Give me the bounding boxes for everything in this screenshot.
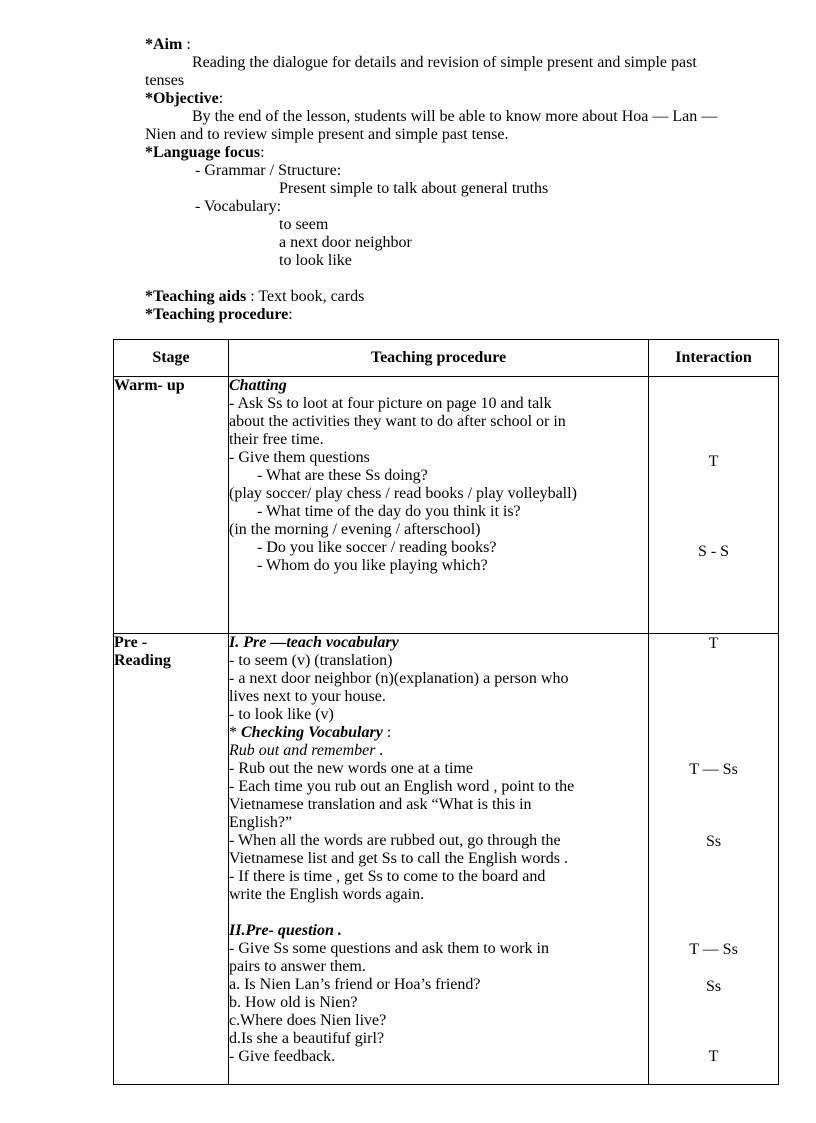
question-line: pairs to answer them. [229, 958, 366, 975]
aim-label: *Aim [145, 36, 183, 53]
rub-line: English?” [229, 814, 293, 831]
objective-colon: : [218, 90, 224, 107]
warmup-line: their free time. [229, 431, 324, 448]
question-line: c.Where does Nien live? [229, 1012, 387, 1029]
header-interaction: Interaction [649, 340, 779, 377]
procedure-label: *Teaching procedure [145, 306, 289, 323]
preteach-title: I. Pre —teach vocabulary [229, 634, 399, 651]
objective-line [145, 90, 223, 108]
grammar-item: Present simple to talk about general truths [279, 180, 549, 197]
question-line: a. Is Nien Lan’s friend or Hoa’s friend? [229, 976, 481, 993]
procedure-warmup [229, 377, 649, 634]
warmup-line: - Whom do you like playing which? [257, 557, 488, 574]
vocab-item: to seem [279, 216, 329, 233]
aids-label: *Teaching aids [145, 288, 247, 305]
rub-line: Vietnamese list and get Ss to call the English words . [229, 850, 568, 867]
interaction-prereading [649, 634, 779, 1085]
interaction-label: Ss [705, 833, 722, 850]
warmup-line: - What are these Ss doing? [257, 467, 428, 484]
interaction-warmup [649, 377, 779, 634]
rub-line: - If there is time , get Ss to come to the board and [229, 868, 546, 885]
warmup-line: (play soccer/ play chess / read books / play volleyball) [229, 485, 577, 502]
stage-prereading-2: Reading [114, 652, 171, 669]
vocab-line: lives next to your house. [229, 688, 386, 705]
procedure-table [113, 339, 779, 1085]
vocab-item: a next door neighbor [279, 234, 412, 251]
prequestion-title: II.Pre- question . [229, 922, 342, 939]
vocab-line: - to seem (v) (translation) [229, 652, 393, 669]
question-line: b. How old is Nien? [229, 994, 358, 1011]
table-row-prereading [114, 634, 779, 1085]
warmup-line: about the activities they want to do after school or in [229, 413, 566, 430]
rub-line: Vietnamese translation and ask “What is this in [229, 796, 532, 813]
aim-line [145, 36, 191, 54]
objective-text-2: Nien and to review simple present and simple past tense. [145, 126, 509, 143]
header-stage: Stage [114, 340, 229, 377]
checking-colon: : [382, 724, 392, 741]
vocab-item: to look like [279, 252, 352, 269]
spacer [229, 904, 648, 922]
interaction-label: Ss [705, 978, 722, 995]
question-line: - Give feedback. [229, 1048, 336, 1065]
aids-text: : Text book, cards [246, 288, 365, 305]
interaction-label: S - S [697, 543, 730, 560]
vocab-line: - to look like (v) [229, 706, 334, 723]
warmup-line: - What time of the day do you think it is? [257, 503, 521, 520]
rub-line: write the English words again. [229, 886, 425, 903]
checking-vocab-title: Checking Vocabulary [241, 724, 383, 741]
header-procedure: Teaching procedure [229, 340, 649, 377]
procedure-prereading [229, 634, 649, 1085]
interaction-label: T [708, 635, 719, 652]
checking-vocab-line [229, 724, 648, 742]
checking-star: * [229, 724, 241, 741]
interaction-label: T [708, 453, 719, 470]
warmup-line: (in the morning / evening / afterschool) [229, 521, 481, 538]
rub-line: - Each time you rub out an English word , point to the [229, 778, 575, 795]
warmup-title: Chatting [229, 377, 287, 394]
interaction-label: T — Ss [689, 941, 738, 958]
aids-line [145, 288, 364, 306]
rub-line: - Rub out the new words one at a time [229, 760, 473, 777]
interaction-label: T — Ss [689, 761, 738, 778]
aim-text-1: Reading the dialogue for details and revision of simple present and simple past [192, 54, 697, 71]
procedure-colon: : [288, 306, 293, 323]
language-label: *Language focus [145, 144, 261, 161]
question-line: d.Is she a beautifuf girl? [229, 1030, 385, 1047]
language-line [145, 144, 265, 162]
warmup-line: - Ask Ss to loot at four picture on page 10 and talk [229, 395, 552, 412]
rub-title: Rub out and remember . [229, 742, 384, 759]
table-row-warmup [114, 377, 779, 634]
procedure-line [145, 306, 293, 324]
warmup-line: - Do you like soccer / reading books? [257, 539, 497, 556]
interaction-label: T [708, 1048, 719, 1065]
objective-text-1: By the end of the lesson, students will be able to know more about Hoa — Lan — [192, 108, 718, 125]
stage-prereading-1: Pre - [114, 634, 148, 651]
rub-line: - When all the words are rubbed out, go through the [229, 832, 561, 849]
grammar-label: - Grammar / Structure: [195, 162, 342, 179]
table-header-row [114, 340, 779, 377]
warmup-line: - Give them questions [229, 449, 370, 466]
objective-label: *Objective [145, 90, 219, 107]
language-colon: : [260, 144, 265, 161]
stage-prereading [114, 634, 229, 1085]
aim-text-2: tenses [145, 72, 185, 89]
question-line: - Give Ss some questions and ask them to work in [229, 940, 549, 957]
vocab-label: - Vocabulary: [195, 198, 282, 215]
stage-warmup: Warm- up [114, 377, 229, 634]
aim-colon: : [182, 36, 191, 53]
vocab-line: - a next door neighbor (n)(explanation) a person who [229, 670, 569, 687]
